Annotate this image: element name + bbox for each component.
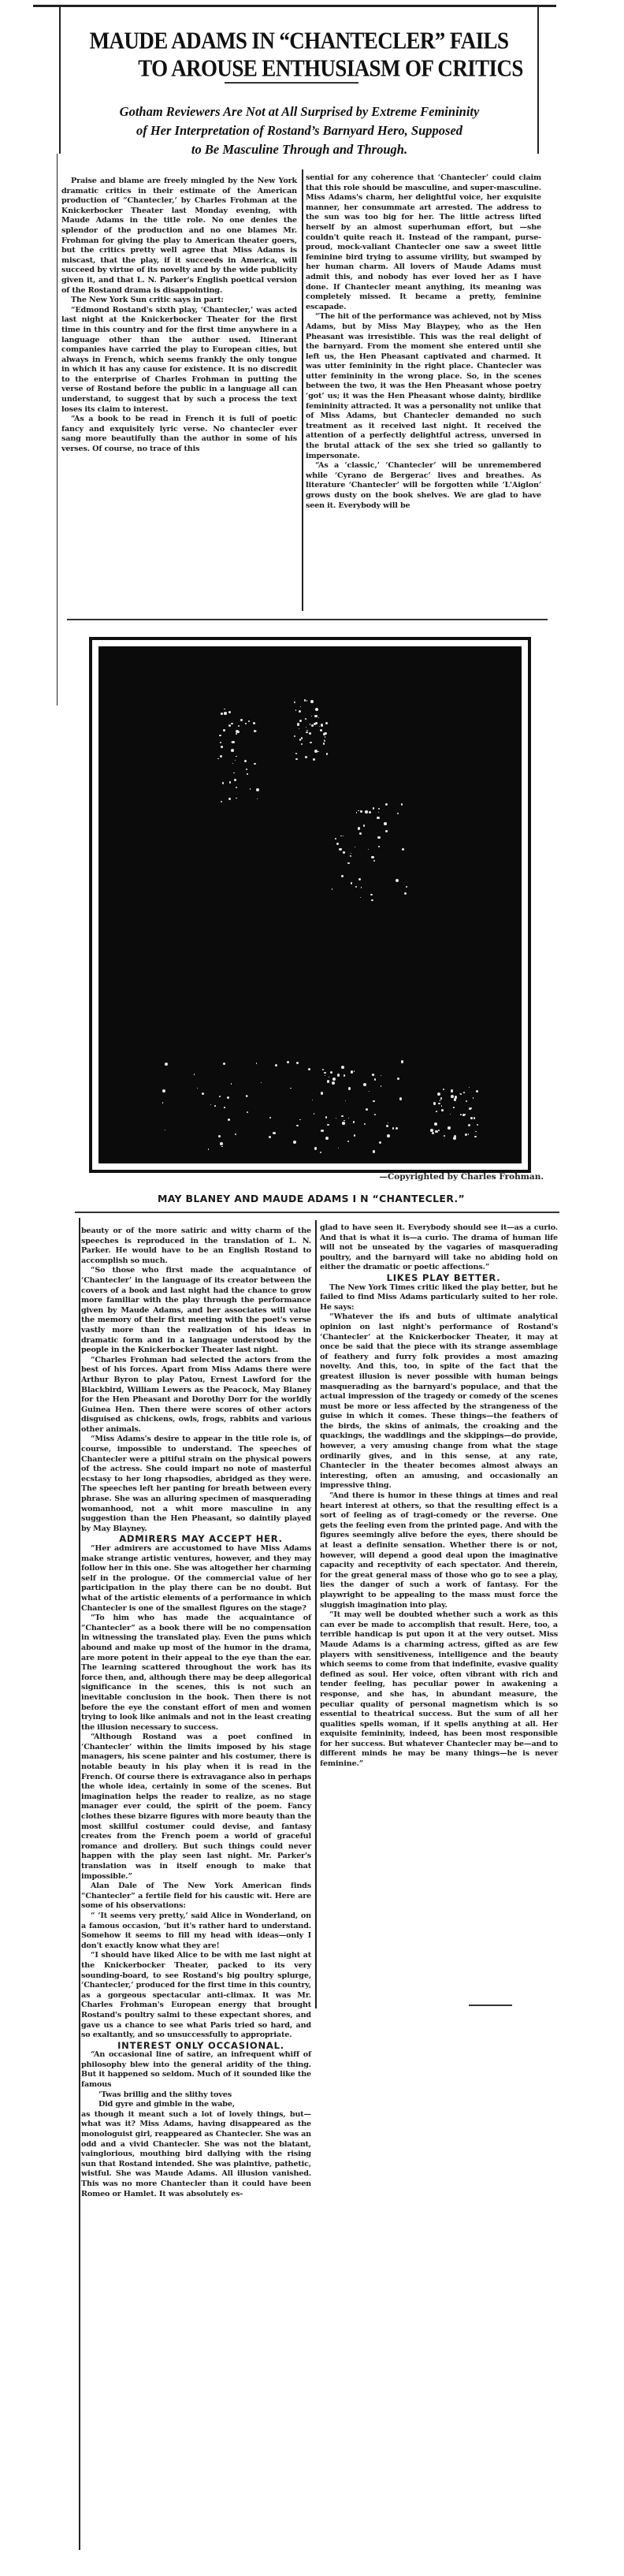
photo-highlight bbox=[363, 1083, 366, 1086]
photo-highlight bbox=[294, 702, 295, 703]
photo-highlight bbox=[300, 706, 301, 707]
photo-highlight bbox=[370, 894, 372, 895]
photo-highlight bbox=[397, 813, 399, 814]
photo-highlight bbox=[451, 1089, 454, 1093]
photo-highlight bbox=[441, 1105, 443, 1107]
photo-highlight bbox=[229, 782, 231, 784]
photo-highlight bbox=[462, 1114, 465, 1116]
photo-highlight bbox=[347, 1141, 350, 1143]
photo-highlight bbox=[360, 897, 361, 898]
photo-highlight bbox=[214, 1105, 216, 1107]
photo-highlight bbox=[366, 1108, 369, 1111]
photo-highlight bbox=[311, 716, 312, 717]
photo-highlight bbox=[254, 763, 255, 765]
photo-highlight bbox=[373, 860, 375, 862]
photo-highlight bbox=[232, 763, 233, 764]
paragraph: “So those who first made the acquaintance of ‘Chantecler’ in the language of its creator between the covers of a book and last night had the chance to grow more familiar with the play through the performance given by Maude Adams, and her associates will value the memory of their first meeting with the poet's verse vastly more than the realization of his ideas in dramatic form and in a language understood by the people in the Knickerbocker Theater last night. bbox=[81, 1266, 311, 1355]
photo-highlight bbox=[304, 699, 306, 702]
photo-highlight bbox=[440, 1097, 442, 1099]
photo-highlight bbox=[299, 739, 301, 740]
photo-highlight bbox=[443, 1089, 444, 1090]
photo-highlight bbox=[460, 1093, 462, 1095]
photo-highlight bbox=[246, 769, 247, 770]
photo-highlight bbox=[245, 723, 247, 724]
photo-highlight bbox=[474, 1117, 475, 1119]
photo-highlight bbox=[165, 1063, 168, 1066]
photo-highlight bbox=[371, 899, 373, 902]
photo-highlight bbox=[310, 700, 314, 703]
photo-highlight bbox=[237, 731, 240, 734]
paragraph: The New York Sun critic says in part: bbox=[71, 296, 224, 305]
photo-highlight bbox=[354, 1134, 356, 1137]
photo-highlight bbox=[273, 1132, 275, 1134]
photo-highlight bbox=[323, 733, 325, 735]
photo-highlight bbox=[332, 1081, 335, 1085]
photo-highlight bbox=[299, 720, 302, 722]
photo-highlight bbox=[386, 1125, 388, 1127]
photo-highlight bbox=[310, 742, 311, 743]
photo-highlight bbox=[396, 879, 399, 882]
photo-highlight bbox=[348, 1087, 351, 1089]
photo-highlight bbox=[324, 1072, 325, 1074]
photo-highlight bbox=[365, 810, 368, 813]
photo-highlight bbox=[387, 1134, 390, 1137]
photo-highlight bbox=[450, 1114, 451, 1115]
photo-highlight bbox=[299, 1119, 301, 1121]
photo-highlight bbox=[434, 1122, 437, 1126]
photo-highlight bbox=[296, 1062, 299, 1064]
photo-highlight bbox=[468, 1124, 470, 1126]
photo-highlight bbox=[460, 1114, 462, 1115]
photo-highlight bbox=[475, 1131, 476, 1132]
photo-highlight bbox=[384, 822, 386, 825]
photo-highlight bbox=[299, 710, 301, 713]
photo-highlight bbox=[202, 1093, 204, 1095]
photo-highlight bbox=[363, 825, 365, 826]
photo-highlight bbox=[339, 848, 341, 851]
deck-line-1: Gotham Reviewers Are Not at All Surprised by Extreme Femininity bbox=[119, 104, 480, 119]
photo-highlight bbox=[438, 1103, 440, 1104]
photo-highlight bbox=[296, 1125, 299, 1127]
photo-highlight bbox=[371, 856, 373, 858]
headline-divider bbox=[225, 82, 358, 84]
column-rule-left bbox=[57, 154, 58, 705]
subheading: ADMIRERS MAY ACCEPT HER. bbox=[119, 1533, 283, 1545]
photo-highlight bbox=[210, 1104, 211, 1105]
photo-highlight bbox=[208, 1148, 210, 1150]
photo-highlight bbox=[433, 1102, 436, 1104]
photo-highlight bbox=[369, 811, 371, 813]
photo-highlight bbox=[219, 735, 221, 736]
photo-highlight bbox=[466, 1100, 467, 1102]
photo-highlight bbox=[197, 1088, 198, 1089]
photo-highlight bbox=[358, 827, 361, 830]
photo-highlight bbox=[295, 709, 296, 710]
photo-highlight bbox=[332, 888, 333, 890]
photo-highlight bbox=[305, 718, 306, 720]
photo-highlight bbox=[373, 1100, 375, 1103]
photo-caption: MAY BLANEY AND MAUDE ADAMS I N “CHANTECLER.” bbox=[158, 1193, 465, 1204]
photo-highlight bbox=[313, 758, 315, 761]
photo-highlight bbox=[256, 788, 259, 791]
photo-highlight bbox=[232, 741, 234, 743]
photo-highlight bbox=[231, 1083, 232, 1084]
paragraph: “ ‘It seems very pretty,’ said Alice in Wonderland, on a famous occasion, ‘but it's rather hard to understand. Somehow it seems to fill my head with ideas—only I don't exactly know what they are! bbox=[81, 1911, 311, 1950]
paragraph: “Charles Frohman had selected the actors from the best of his forces. Apart from Miss Adams there were Arthur Byron to play Patou, Ernest Lawford for the Blackbird, William Lewers as the Peacock, May Blaney for the Hen Pheasant and Dorothy Dorr for the worldly Guinea Hen. Then there were scores of other actors disguised as chickens, owls, frogs, rabbits and various other animals. bbox=[81, 1355, 311, 1434]
paragraph: “As a ‘classic,’ ‘Chantecler’ will be unremembered while ‘Cyrano de Bergerac’ lives and breathes. As literature ‘Chantecler’ will be forgotten while ‘L'Aiglon’ grows dusty on the book shelves. We are glad to have seen it. Everybody will be bbox=[306, 461, 541, 510]
photo-highlight bbox=[220, 755, 222, 758]
photo-highlight bbox=[336, 843, 339, 845]
photo-highlight bbox=[463, 1092, 465, 1093]
photo-highlight bbox=[314, 723, 317, 726]
photo-highlight bbox=[341, 1066, 344, 1069]
photo-highlight bbox=[401, 1060, 403, 1063]
paragraph: Alan Dale of The New York American finds “Chantecler” a fertile field for his caustic wit. Here are some of his observations: bbox=[81, 1882, 311, 1911]
photo-highlight bbox=[236, 787, 237, 788]
photo-highlight bbox=[385, 830, 388, 832]
photo-highlight bbox=[248, 720, 250, 722]
photo-highlight bbox=[301, 737, 303, 739]
photo-highlight bbox=[253, 722, 255, 724]
photo-highlight bbox=[318, 717, 320, 719]
photo-highlight bbox=[223, 729, 225, 731]
photo-highlight bbox=[385, 803, 388, 806]
photo-highlight bbox=[231, 742, 232, 743]
photo-highlight bbox=[221, 1146, 223, 1148]
paragraph: “Her admirers are accustomed to have Miss Adams make strange artistic ventures, however, and they may follow her in this one. She was altogether her charming self in the prologue. Of the commercial value of her participation in the play there can be no doubt. But what of the artistic elements of a performance in which Chantecler is one of the smallest figures on the stage? bbox=[81, 1544, 311, 1613]
photo-highlight bbox=[254, 730, 256, 732]
photo-highlight bbox=[218, 1135, 221, 1137]
paragraph: sential for any coherence that ‘Chantecler’ could claim that this role should be masculine, and super-masculine. Miss Adams's charm, her delightful voice, her exquisite manner, her consummate art arrested. The address to the sun was too big for her. The little actress lifted herself by an almost superhuman effort, but —she couldn't quite reach it. Instead of the rampant, purse-proud, mock-valiant Chantecler one saw a sweet little feminine bird trying to assume virility, but swamped by her human charm. All lovers of Maude Adams must admit this, and nobody has ever loved her as I have done. If Chantecler meant anything, its meaning was completely missed. It became a pretty, feminine escapade. bbox=[306, 173, 541, 311]
photo-highlight bbox=[374, 1078, 377, 1081]
bottom-right-column bbox=[320, 1223, 558, 1770]
photo-highlight bbox=[354, 1070, 355, 1071]
photo-highlight bbox=[343, 851, 344, 853]
photo-highlight bbox=[348, 1118, 349, 1119]
headline-box bbox=[59, 7, 539, 157]
photo-highlight bbox=[323, 743, 325, 744]
photo-highlight bbox=[309, 732, 311, 735]
photo-highlight bbox=[314, 715, 317, 717]
paragraph: “As a book to be read in French it is full of poetic fancy and exquisitely lyric verse. No chantecler ever sang more beautifully than the author in some of his verses. Of course, no trace of this bbox=[61, 415, 297, 454]
photo-highlight bbox=[221, 746, 223, 748]
paragraph: “And there is humor in these things at times and real heart interest at others, so that the resulting effect is a sort of feeling as of tragi-comedy or the reverse. One gets the feeling even from the printed page. And with the figures seemingly alive before the eyes, there should be at least a definite sensation. Whether there is or not, however, will depend a good deal upon the imaginative capacity and receptivity of each spectator. And therein, for the great general mass of those who go to see a play, lies the danger of such a work of fantasy. For the playwright to be appealing to the mass must force the sluggish imagination into play. bbox=[320, 1491, 558, 1610]
photo-highlight bbox=[244, 760, 247, 762]
photo-highlight bbox=[257, 798, 258, 799]
headline-line-1: MAUDE ADAMS IN “CHANTECLER” FAILS bbox=[89, 26, 509, 54]
photo-highlight bbox=[378, 808, 380, 810]
photo-highlight bbox=[228, 1119, 230, 1121]
photo-highlight bbox=[314, 1147, 318, 1150]
photo-highlight bbox=[269, 1136, 271, 1138]
photo-highlight bbox=[448, 1126, 450, 1129]
photo-highlight bbox=[231, 723, 233, 725]
paragraph: “I should have liked Alice to be with me last night at the Knickerbocker Theater, packed to its very sounding-board, to see Rostand's big poultry splurge, ‘Chantecler,’ produced for the first time in this country, as a gorgeous spectacular anti-climax. It was Mr. Charles Frohman's European energy that brought Rostand's poultry salmi to these expectant shores, and gave us a chance to see what Paris tried so hard, and so exaltantly, and so unsuccessfully to appropriate. bbox=[81, 1951, 311, 2040]
photo-highlight bbox=[295, 758, 297, 760]
headline-line-2: TO AROUSE ENTHUSIASM OF CRITICS bbox=[138, 54, 523, 82]
paragraph: beauty or of the more satiric and witty charm of the speeches is reproduced in the translation of L. N. Parker. He would have to be an English Rostand to accomplish so much. bbox=[81, 1227, 311, 1265]
photo-highlight bbox=[432, 1132, 434, 1134]
paragraph: “Although Rostand was a poet confined in ‘Chantecler’ within the limits imposed by his stage managers, his scene painter and his costumer, there is notable beauty in his play when it is read in the French. Of course there is extravagance also in perhaps the whole idea, certainly in some of the scenes. But imagination helps the reader to realize, as no stage manager ever could, the spirit of the poem. Fancy clothes these bizarre figures with more beauty than the most skillful costumer could devise, and fantasy creates from the French poem a world of graceful romance and drollery. But such things could never happen with the play seen last night. Mr. Parker's translation was in itself enough to make that impossible.” bbox=[81, 1733, 311, 1881]
photo-highlight bbox=[227, 1096, 229, 1099]
photo-highlight bbox=[224, 712, 226, 714]
photo-highlight bbox=[250, 788, 251, 790]
photo-highlight bbox=[306, 700, 308, 702]
photo-highlight bbox=[378, 846, 380, 847]
photo-highlight bbox=[345, 1100, 346, 1101]
photo-highlight bbox=[379, 1141, 381, 1144]
caption-rule bbox=[75, 1212, 559, 1213]
photo-highlight bbox=[238, 725, 240, 728]
photo-highlight bbox=[228, 724, 231, 727]
photo-highlight bbox=[397, 1078, 399, 1080]
photo-highlight bbox=[441, 1109, 444, 1111]
photo-highlight bbox=[327, 1124, 329, 1126]
poem-line: Did gyre and gimble in the wabe, bbox=[98, 2100, 235, 2109]
photo-highlight bbox=[374, 1114, 376, 1115]
photo-highlight bbox=[351, 1070, 353, 1073]
photo-highlight bbox=[221, 713, 222, 714]
paragraph: “It may well be doubted whether such a work as this can ever be made to accomplish that result. Here, too, a terrible handicap is put upon it at the very outset. Miss Maude Adams is a charming actress, gifted as are few players with sensitiveness, intelligence and the beauty which seems to come from that indefinite, evasive quality defined as soul. Her voice, often vibrant with rich and tender feeling, has peculiar power in awakening a response, and she has, in abundant measure, the peculiar quality of personal magnetism which is so essential to theatrical success. But the sum of all her qualities spells woman, if it spells anything at all. Her exquisite femininity, indeed, has been most responsible for her success. But whatever Chantecler may be—and to different minds he may be many things—he is never feminine.” bbox=[320, 1610, 558, 1769]
photo-highlight bbox=[335, 838, 336, 839]
photo-highlight bbox=[476, 1090, 478, 1093]
photo-highlight bbox=[378, 812, 379, 813]
section-rule bbox=[67, 619, 548, 620]
photo-highlight bbox=[319, 726, 320, 727]
photo-highlight bbox=[399, 1097, 403, 1100]
paragraph: Praise and blame are freely mingled by the New York dramatic critics in their estimate of the American production of “Chantecler,’ by Charles Frohman at the Knickerbocker Theater last Monday evening, with Maude Adams in the title role. No one denies the splendor of the production and no one blames Mr. Frohman for giving the play to American theater goers, but the critics pretty well agree that Miss Adams is miscast, that the play, if it succeeds in America, will succeed by virtue of its novelty and by the wide publicity given it, and that L. N. Parker's English poetical version of the Rostand drama is disappointing. bbox=[61, 177, 297, 295]
photo-highlight bbox=[261, 1082, 262, 1083]
photo-highlight bbox=[353, 1121, 355, 1122]
subheading: LIKES PLAY BETTER. bbox=[386, 1271, 501, 1283]
photo-highlight bbox=[469, 1087, 470, 1088]
photo-highlight bbox=[330, 1071, 332, 1074]
photo-highlight bbox=[402, 848, 404, 851]
photo-highlight bbox=[287, 1061, 290, 1064]
photo-highlight bbox=[437, 1093, 440, 1096]
photo-highlight bbox=[295, 753, 297, 754]
photo-highlight bbox=[326, 753, 328, 754]
photo-highlight bbox=[438, 1130, 440, 1132]
photo-highlight bbox=[321, 724, 324, 727]
photo-highlight bbox=[236, 733, 237, 735]
photo-highlight bbox=[465, 1134, 467, 1136]
paragraph: “An occasional line of satire, an infrequent whiff of philosophy blew into the general aridity of the thing. But it happened so seldom. Much of it sounded like the famous bbox=[81, 2050, 311, 2090]
photo-highlight bbox=[341, 875, 344, 877]
photo-highlight bbox=[327, 1080, 330, 1083]
photo-may-blaney-and-maude-adams bbox=[98, 646, 522, 1163]
photo-highlight bbox=[341, 1115, 343, 1117]
photo-highlight bbox=[162, 1102, 164, 1104]
photo-highlight bbox=[337, 1074, 340, 1077]
paragraph: “The hit of the performance was achieved, not by Miss Adams, but by Miss May Blaypey, who as the Hen Pheasant was irresistible. This was the real delight of the barnyard. From the moment she entered until she left us, the Hen Pheasant captivated and charmed. It was utter femininity in the right place. Chantecler was utter femininity in the wrong place. So, in the scenes between the two, it was the Hen Pheasant whose poetry ‘got’ us; it was the Hen Pheasant whose dainty, birdlike femininity attracted. It was a personality not unlike that of Miss Adams, but Chantecler demanded no such treatment as it received last night. It received the attention of a perfectly delightful actress, unversed in the brutal attack of the sex she tried so gallantly to impersonate. bbox=[306, 312, 541, 460]
photo-highlight bbox=[240, 719, 242, 720]
deck-line-2: of Her Interpretation of Rostand’s Barnyard Hero, Supposed bbox=[136, 123, 463, 138]
end-rule bbox=[469, 2005, 512, 2006]
photo-highlight bbox=[396, 1127, 398, 1130]
photo-highlight bbox=[301, 743, 303, 745]
photo-highlight bbox=[321, 1130, 323, 1132]
paragraph: The New York Times critic liked the play better, but he failed to find Miss Adams particularly suited to her role. He says: bbox=[320, 1282, 558, 1312]
photo-highlight bbox=[377, 836, 381, 839]
photo-highlight bbox=[373, 1150, 376, 1153]
photo-highlight bbox=[342, 1122, 344, 1124]
photo-highlight bbox=[444, 1135, 445, 1137]
photo-highlight bbox=[228, 798, 231, 800]
paragraph: “Miss Adams's desire to appear in the title role is, of course, impossible to understand. The speeches of Chantecler were a pitiful strain on the physical powers of the actress. She could impart no note of masterful ecstasy to her long rhapsodies, abridged as they were. The speeches left her panting for breath between every phrase. She was an alluring specimen of masquerading womanhood, not a whit more masculine in any suggestion than the Hen Pheasant, so daintily played by May Blayney. bbox=[81, 1435, 311, 1533]
photo-highlight bbox=[473, 1097, 474, 1098]
photo-highlight bbox=[356, 812, 357, 813]
photo-highlight bbox=[194, 1074, 195, 1075]
photo-credit: —Copyrighted by Charles Frohman. bbox=[379, 1172, 544, 1182]
photo-highlight bbox=[305, 756, 307, 758]
poem-line: ’Twas brillig and the slithy toves bbox=[98, 2090, 232, 2099]
photo-highlight bbox=[474, 1136, 477, 1138]
photo-highlight bbox=[361, 887, 362, 888]
photo-highlight bbox=[235, 760, 236, 761]
photo-highlight bbox=[222, 782, 224, 784]
paragraph: “Whatever the ifs and buts of ultimate analytical opinion on last night's performance of Rostand's ‘Chantecler’ at the Knickerbocker Theater, it may at once be said that the piece with its strange assemblage of feathery and furry folk provides a most amazing novelty. And this, too, in spite of the fact that the greatest illusion is never possible with human beings masquerading as the barnyard's populace, and that the actual impression of the tragedy or comedy of the scenes must be more or less affected by the strangeness of the guise in which it comes. These things—the feathers of the birds, the skins of animals, the croaking and the quackings, the waddlings and the skippings—do provide, however, a very amusing change from what the stage ordinarily gives, and in this sense, at any rate, Chantecler in the theater becomes almost always an interesting, often an amusing, and occasionally an impressive thing. bbox=[320, 1312, 558, 1491]
photo-highlight bbox=[404, 892, 407, 895]
photo-highlight bbox=[308, 1068, 310, 1070]
photo-highlight bbox=[235, 1134, 236, 1135]
photo-highlight bbox=[360, 810, 362, 813]
photo-highlight bbox=[228, 711, 232, 714]
photo-highlight bbox=[324, 740, 325, 742]
photo-highlight bbox=[477, 1124, 478, 1126]
photo-highlight bbox=[455, 1096, 457, 1098]
photo-highlight bbox=[217, 758, 218, 759]
photo-highlight bbox=[355, 886, 357, 888]
photo-highlight bbox=[344, 1074, 346, 1077]
photo-highlight bbox=[453, 1107, 455, 1108]
photo-highlight bbox=[364, 1123, 366, 1125]
photo-highlight bbox=[233, 772, 235, 774]
photo-highlight bbox=[347, 862, 350, 865]
photo-highlight bbox=[368, 849, 369, 850]
photo-highlight bbox=[219, 1096, 221, 1097]
photo-highlight bbox=[359, 832, 362, 835]
photo-highlight bbox=[321, 1092, 323, 1094]
photo-highlight bbox=[436, 1111, 437, 1112]
photo-highlight bbox=[223, 1063, 225, 1065]
photo-highlight bbox=[351, 882, 352, 884]
paragraph: as though it meant such a lot of lovely things, but—what was it? Miss Adams, having disappeared as the monologuist girl, reappeared as Chantecler. She was an odd and a vivid Chantecler. She was not the blatant, vainglorious, mouthing bird dallying with the rising sun that Rostand intended. She was plaintive, pathetic, wistful. She was Maude Adams. All illusion vanished. This was no more Chantecler than it could have been Romeo or Hamlet. It was absolutely es- bbox=[81, 2109, 311, 2198]
photo-highlight bbox=[322, 1069, 324, 1070]
photo-highlight bbox=[325, 1116, 328, 1119]
photo-highlight bbox=[236, 756, 237, 758]
photo-highlight bbox=[294, 735, 295, 737]
photo-highlight bbox=[358, 878, 361, 880]
photo-highlight bbox=[340, 836, 342, 837]
subheading: INTEREST ONLY OCCASIONAL. bbox=[117, 2039, 284, 2051]
photo-highlight bbox=[269, 1117, 271, 1119]
photo-highlight bbox=[320, 1152, 321, 1153]
photo-highlight bbox=[220, 1142, 223, 1145]
photo-highlight bbox=[350, 855, 351, 857]
photo-highlight bbox=[373, 807, 375, 810]
photo-highlight bbox=[306, 731, 307, 733]
photo-highlight bbox=[297, 723, 300, 726]
photo-highlight bbox=[325, 1075, 326, 1077]
photo-highlight bbox=[231, 749, 234, 752]
bottom-left-column bbox=[81, 1227, 311, 2199]
photo-highlight bbox=[247, 1111, 248, 1113]
photo-highlight bbox=[320, 729, 322, 731]
photo-highlight bbox=[406, 886, 407, 888]
photo-highlight bbox=[470, 1117, 473, 1119]
photo-highlight bbox=[392, 1127, 394, 1129]
photo-highlight bbox=[315, 708, 318, 711]
column-rule bbox=[315, 1220, 317, 2008]
paragraph: “Edmond Rostand's sixth play, ‘Chantecler,’ was acted last night at the Knickerbocker Theater for the first time in this country and for the first time anywhere in a language other than the author used. Itinerant companies have carried the play to European cities, but always in French, which seems frankly the only tongue in which it has any cause for existence. It is no discredit to the enterprise of Charles Frohman in putting the verse of Rostand before the public in a language all can understand, to suggest that by such a process the text loses its claim to interest. bbox=[61, 305, 297, 414]
deck-line-3: to Be Masculine Through and Through. bbox=[191, 142, 408, 157]
photo-highlight bbox=[293, 1141, 296, 1144]
column-rule-left bbox=[79, 1218, 80, 2550]
photo-frame bbox=[89, 637, 531, 1173]
photo-highlight bbox=[162, 1089, 165, 1093]
photo-highlight bbox=[332, 1078, 336, 1081]
photo-highlight bbox=[275, 1064, 277, 1067]
photo-highlight bbox=[290, 1088, 292, 1089]
photo-highlight bbox=[221, 801, 222, 802]
photo-highlight bbox=[314, 1113, 315, 1115]
photo-highlight bbox=[325, 722, 329, 725]
photo-highlight bbox=[372, 1074, 374, 1076]
paragraph: glad to have seen it. Everybody should see it—as a curio. And that is what it is—a curio. The drama of human life will not be unseated by the vagaries of masquerading poultry, and the barnyard will take no abiding hold on either the dramatic or poetic affections.” bbox=[320, 1223, 558, 1272]
top-right-column bbox=[306, 173, 541, 511]
paragraph: “To him who has made the acquaintance of “Chantecler” as a book there will be no compensation in witnessing the translated play. Even the puns which abound and make up most of the humor in the drama, are more potent in their appeal to the eye than the ear. The learning scattered throughout the work has its force then, and, although there may be deep allegorical significance in the scenes, this is not such an inevitable conclusion in the book. Then there is not before the eye the constant effort of men and women trying to look like animals and not in the least creating the illusion necessary to success. bbox=[81, 1614, 311, 1732]
photo-highlight bbox=[325, 1137, 329, 1140]
column-rule bbox=[302, 169, 303, 611]
photo-highlight bbox=[234, 779, 236, 781]
photo-highlight bbox=[369, 1091, 370, 1092]
photo-highlight bbox=[377, 817, 380, 820]
top-left-column bbox=[61, 177, 297, 455]
photo-highlight bbox=[401, 803, 403, 806]
photo-highlight bbox=[220, 742, 221, 743]
